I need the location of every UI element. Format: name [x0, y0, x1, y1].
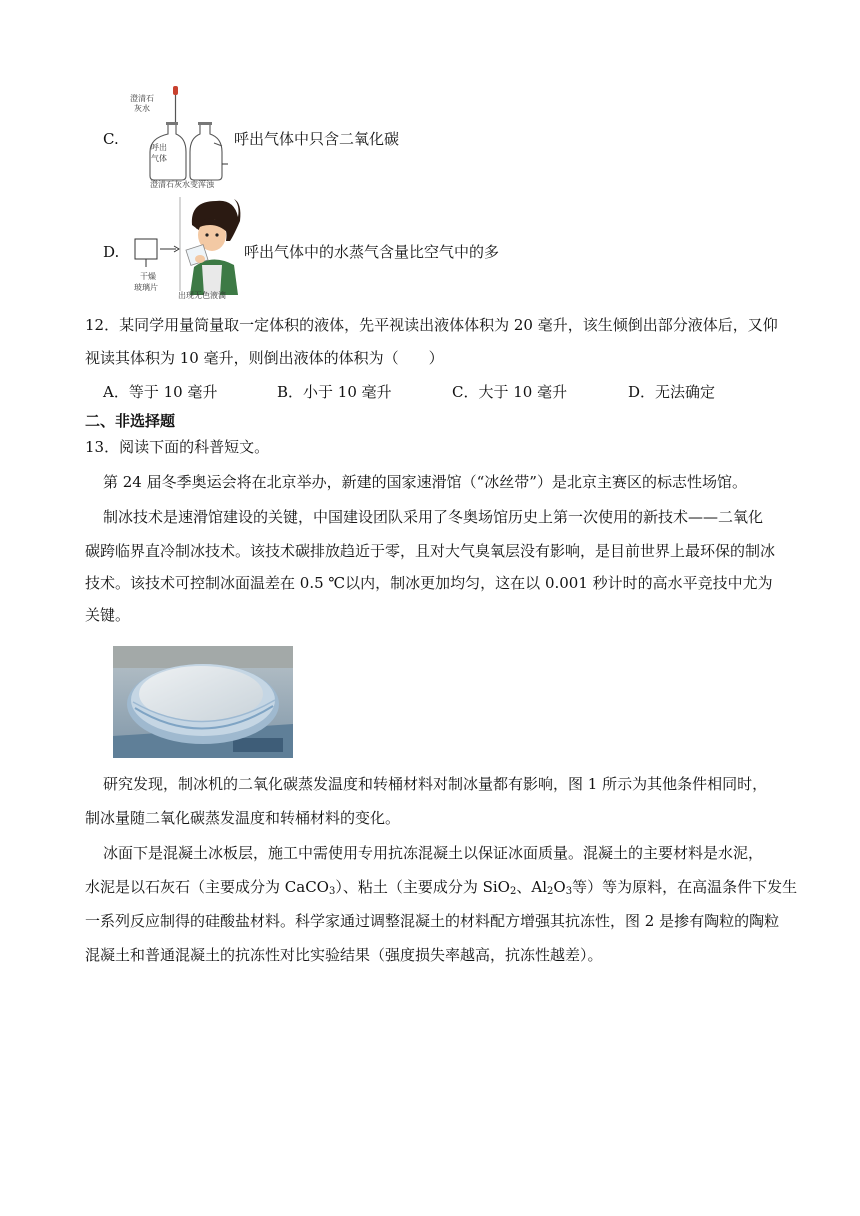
- cement-text-d: O: [553, 878, 566, 896]
- cement-text-e: 等）等为原料，在高温条件下发生: [572, 878, 798, 896]
- dropper-bulb: [173, 86, 178, 95]
- option-c-label-top-1: 澄清石: [130, 94, 154, 103]
- o3-subscript: 3: [565, 886, 573, 897]
- sio2-subscript: 2: [509, 886, 517, 897]
- q12-option-a: A．等于 10 毫升: [103, 383, 218, 401]
- al2-subscript: 2: [547, 886, 554, 897]
- q12-option-d: D．无法确定: [628, 383, 716, 401]
- option-c-label-flask-2: 气体: [151, 154, 167, 163]
- option-d-label-box-1: 干燥: [140, 272, 156, 281]
- glass-slide: [135, 239, 157, 259]
- option-d-label-box-2: 玻璃片: [134, 283, 158, 292]
- q13-p2-line2: 碳跨临界直冷制冰技术。该技术碳排放趋近于零，且对大气臭氧层没有影响，是目前世界上最环保的制冰: [85, 542, 776, 560]
- option-d-letter: D.: [103, 243, 120, 261]
- cement-text-a: 水泥是以石灰石（主要成分为 CaCO: [85, 878, 329, 896]
- option-c-label-flask-1: 呼出: [151, 143, 167, 152]
- option-c-label-top-2: 灰水: [134, 104, 150, 113]
- q13-p4-line2: [85, 877, 797, 902]
- q13-intro: 13．阅读下面的科普短文。: [85, 438, 270, 456]
- q12-option-b: B．小于 10 毫升: [277, 383, 392, 401]
- q13-p3-line1: 研究发现，制冰机的二氧化碳蒸发温度和转桶材料对制冰量都有影响，图 1 所示为其他条件相同时，: [103, 775, 768, 793]
- q13-p3-line2: 制冰量随二氧化碳蒸发温度和转桶材料的变化。: [85, 809, 401, 827]
- q13-paragraph1: 第 24 届冬季奥运会将在北京举办，新建的国家速滑馆（“冰丝带”）是北京主赛区的标志性场馆。: [103, 473, 747, 491]
- q12-stem-line2: 视读其体积为 10 毫升，则倒出液体的体积为（ ）: [85, 349, 444, 367]
- option-c-caption: 澄清石灰水变浑浊: [150, 180, 214, 189]
- q12-stem-line1: 12．某同学用量筒量取一定体积的液体，先平视读出液体体积为 20 毫升，该生倾倒出部分液体后，又仰: [85, 316, 778, 334]
- right-flask: [190, 124, 222, 180]
- cement-text-c: 、Al: [516, 878, 547, 896]
- q13-p4-line1: 冰面下是混凝土冰板层，施工中需使用专用抗冻混凝土以保证冰面质量。混凝土的主要材料是水泥，: [103, 844, 764, 862]
- q13-p2-line3: 技术。该技术可控制冰面温差在 0.5 ℃以内，制冰更加均匀，这在以 0.001 秒计时的高水平竞技中尤为: [85, 574, 773, 592]
- option-d-text: 呼出气体中的水蒸气含量比空气中的多: [244, 243, 500, 261]
- q13-p2-line1: 制冰技术是速滑馆建设的关键，中国建设团队采用了冬奥场馆历史上第一次使用的新技术——二氧化: [103, 508, 764, 526]
- girl-breathing-illustration: [186, 199, 240, 295]
- ice-ribbon-stadium-photo: [113, 646, 293, 758]
- cement-text-b: ）、粘土（主要成分为 SiO: [335, 878, 510, 896]
- q12-option-c: C．大于 10 毫升: [452, 383, 568, 401]
- option-c-text: 呼出气体中只含二氧化碳: [234, 130, 400, 148]
- caco3-subscript: 3: [328, 886, 336, 897]
- option-d-caption: 出现无色液滴: [178, 291, 226, 300]
- q13-p4-line4: 混凝土和普通混凝土的抗冻性对比实验结果（强度损失率越高，抗冻性越差）。: [85, 946, 603, 964]
- q13-p2-line4: 关键。: [85, 606, 131, 624]
- section-heading: 二、非选择题: [85, 412, 176, 430]
- q13-p4-line3: 一系列反应制得的硅酸盐材料。科学家通过调整混凝土的材料配方增强其抗冻性，图 2 是掺有陶粒的陶粒: [85, 912, 780, 930]
- option-c-letter: C.: [103, 130, 119, 148]
